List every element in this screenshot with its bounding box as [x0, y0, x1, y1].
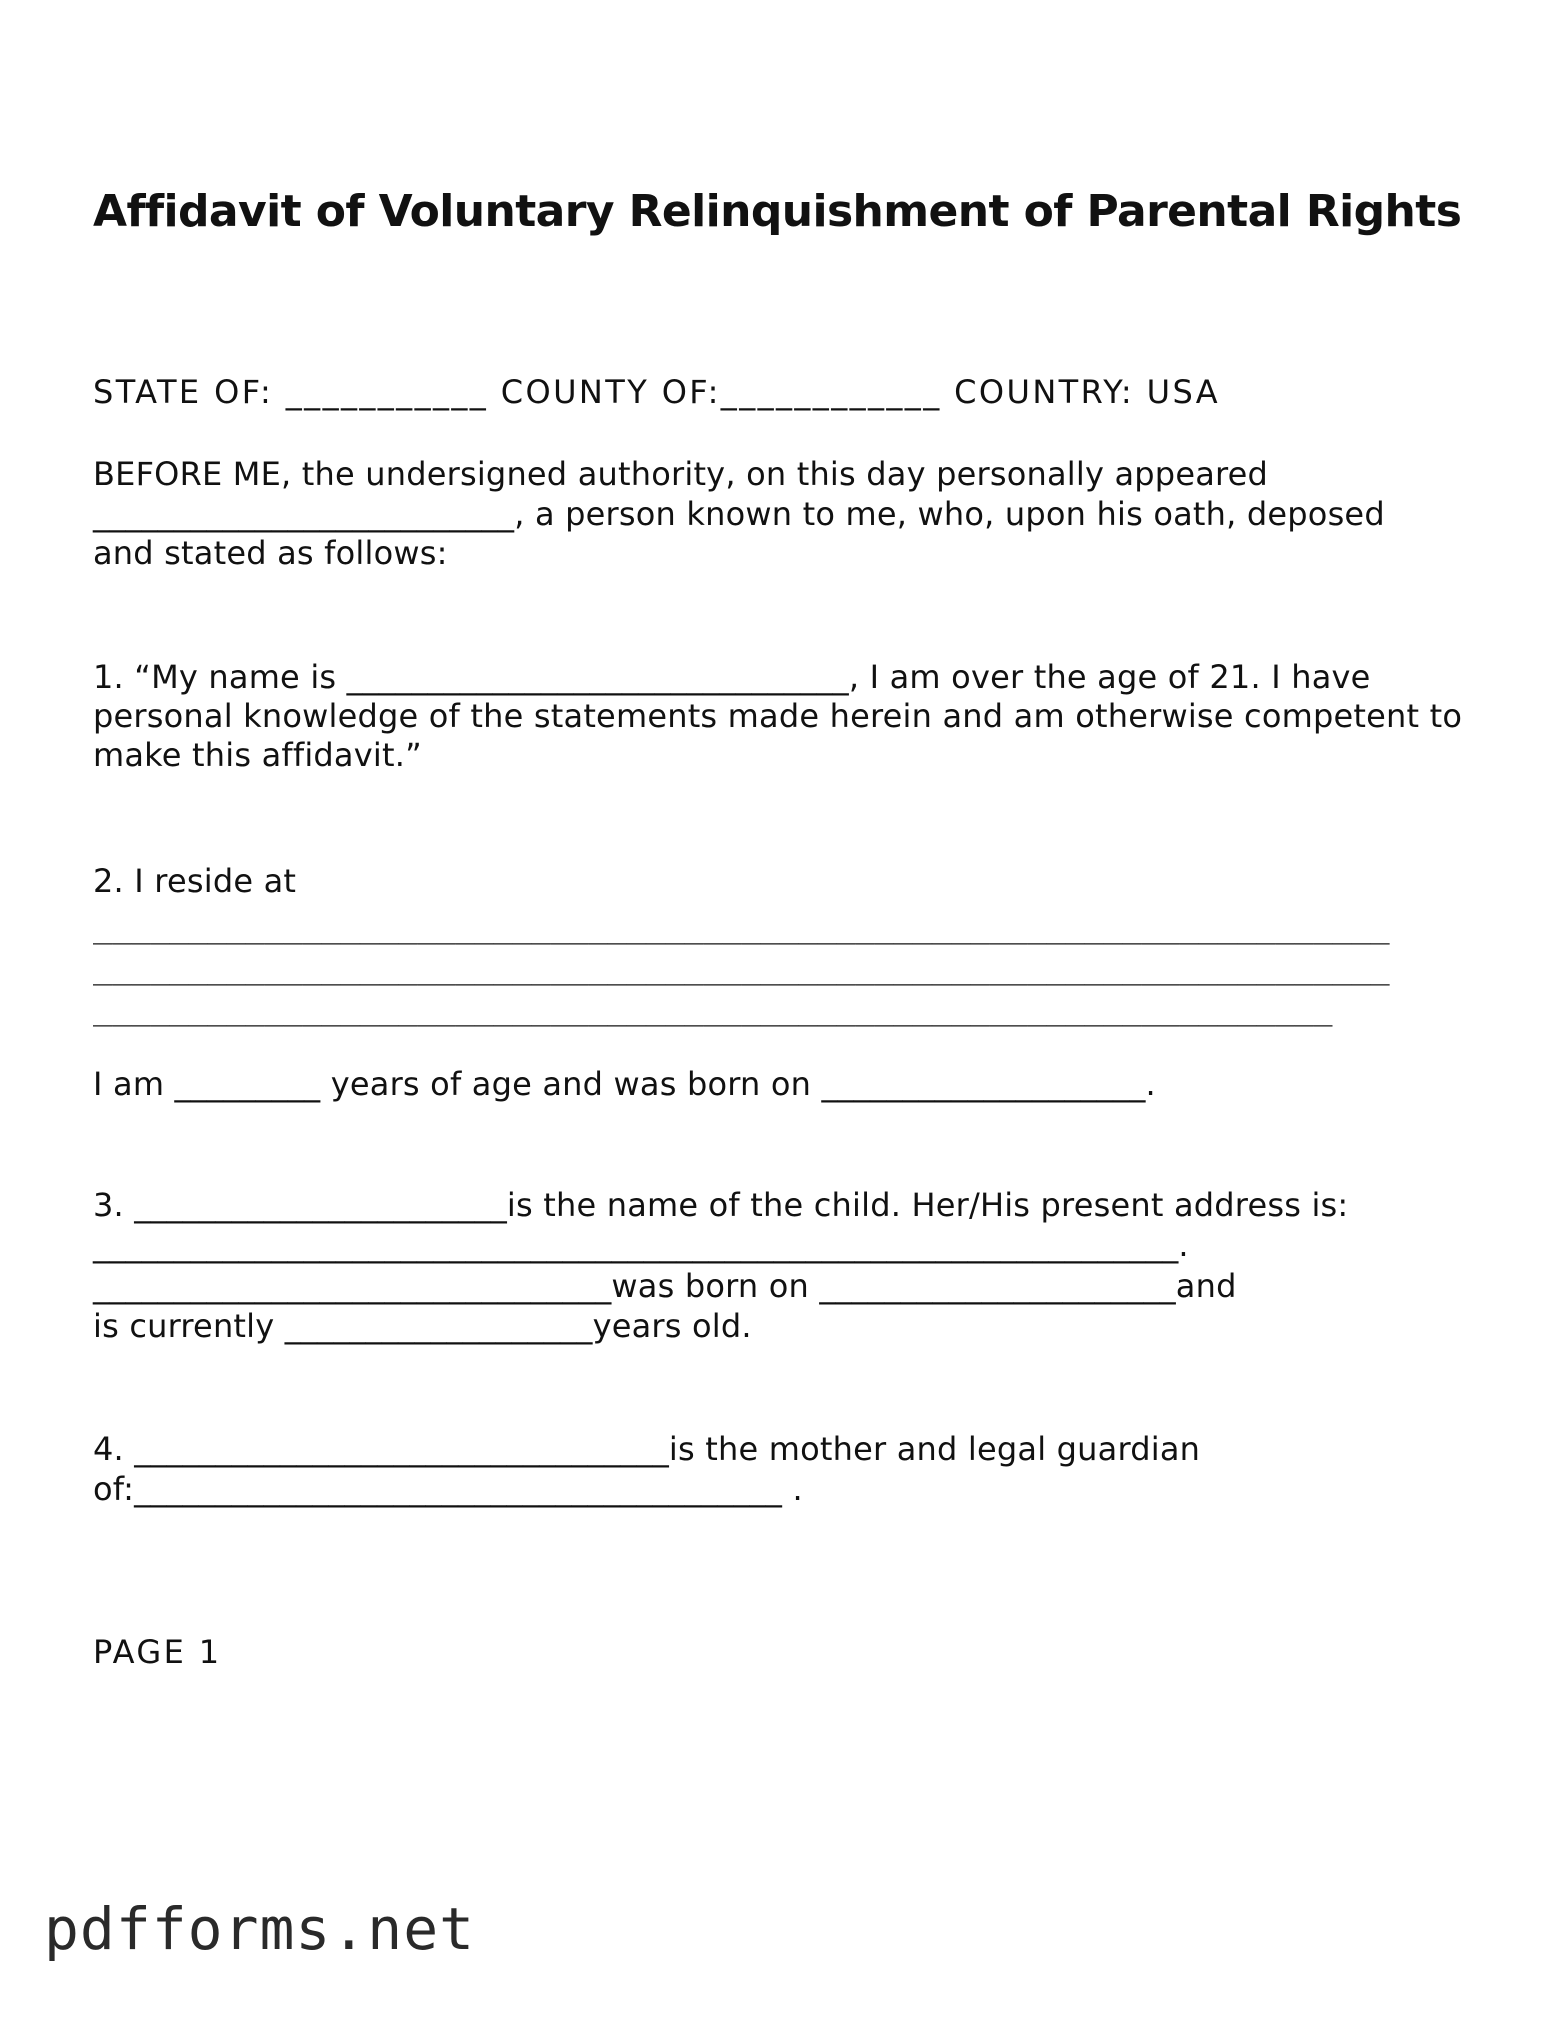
address-blank-3: _________________________________________________________________: [93, 989, 1333, 1027]
watermark: pdfforms.net: [44, 1895, 476, 1963]
intro-line-1: BEFORE ME, the undersigned authority, on this day personally appeared: [93, 455, 1269, 493]
item3-line-3: ________________________________was born on ______________________and: [93, 1267, 1237, 1305]
address-blank-2: ____________________________________________________________________: [93, 948, 1390, 986]
document-title: Affidavit of Voluntary Relinquishment of Parental Rights: [93, 186, 1462, 237]
item1-line-3: make this affidavit.”: [93, 736, 422, 774]
address-blank-1: ____________________________________________________________________: [93, 907, 1390, 945]
item4-line-2: of:________________________________________ .: [93, 1470, 803, 1508]
item3-line-2: ___________________________________________________________________.: [93, 1226, 1189, 1264]
page-label: PAGE 1: [93, 1633, 222, 1671]
state-county-country-line: STATE OF: ___________ COUNTY OF:____________ COUNTRY: USA: [93, 373, 1221, 411]
item3-line-4: is currently ___________________years old.: [93, 1307, 752, 1345]
item1-line-1: 1. “My name is _______________________________, I am over the age of 21. I have: [93, 658, 1371, 696]
age-birth-line: I am _________ years of age and was born on ____________________.: [93, 1065, 1156, 1103]
intro-line-3: and stated as follows:: [93, 534, 448, 572]
item2-line-1: 2. I reside at: [93, 862, 297, 900]
item4-line-1: 4. _________________________________is the mother and legal guardian: [93, 1430, 1201, 1468]
item1-line-2: personal knowledge of the statements made herein and am otherwise competent to: [93, 697, 1463, 735]
item3-line-1: 3. _______________________is the name of the child. Her/His present address is:: [93, 1186, 1349, 1224]
intro-line-2: __________________________, a person known to me, who, upon his oath, deposed: [93, 495, 1385, 533]
